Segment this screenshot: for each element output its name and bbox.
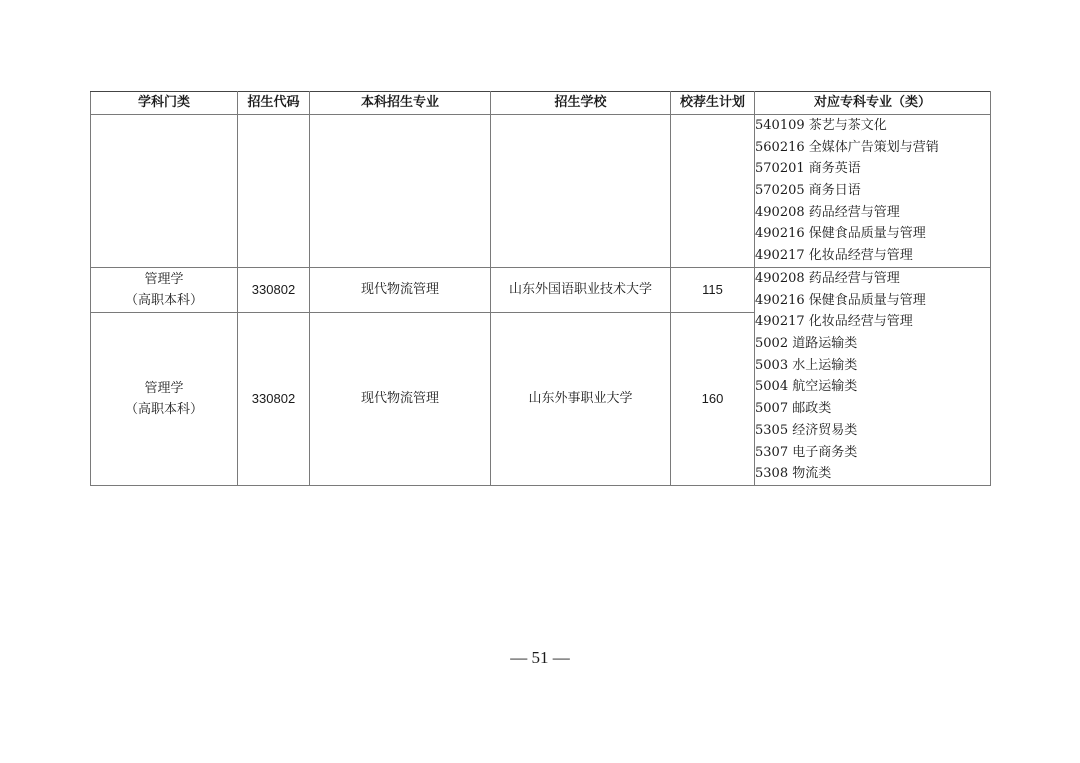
major-entry: 5003 水上运输类 bbox=[755, 357, 858, 373]
enrollment-table bbox=[90, 91, 991, 486]
header-related-majors: 对应专科专业（类） bbox=[755, 92, 991, 115]
plan-cell: 160 bbox=[671, 313, 755, 486]
header-school: 招生学校 bbox=[491, 92, 671, 115]
major-entry: 5308 物流类 bbox=[755, 466, 832, 482]
table-row-continued bbox=[91, 115, 991, 268]
category-type: （高职本科） bbox=[124, 402, 203, 417]
major-entry: 5007 邮政类 bbox=[755, 401, 832, 417]
header-major: 本科招生专业 bbox=[310, 92, 491, 115]
table-header-row bbox=[91, 92, 991, 115]
table-cell bbox=[310, 115, 491, 268]
category-type: （高职本科） bbox=[124, 293, 203, 308]
related-majors-cell bbox=[755, 115, 991, 268]
major-entry: 490217 化妆品经营与管理 bbox=[755, 248, 913, 264]
header-code: 招生代码 bbox=[238, 92, 310, 115]
major-entry: 490208 药品经营与管理 bbox=[755, 204, 900, 220]
major-entry: 490217 化妆品经营与管理 bbox=[755, 314, 913, 330]
table-cell bbox=[491, 115, 671, 268]
page-number: — 51 — bbox=[510, 648, 570, 667]
table-cell bbox=[91, 115, 238, 268]
major-entry: 490208 药品经营与管理 bbox=[755, 271, 900, 286]
major-cell: 现代物流管理 bbox=[310, 313, 491, 486]
category-name: 管理学 bbox=[144, 272, 184, 287]
major-cell: 现代物流管理 bbox=[310, 268, 491, 313]
major-entry: 490216 保健食品质量与管理 bbox=[755, 292, 926, 308]
category-name: 管理学 bbox=[144, 381, 184, 396]
header-plan: 校荐生计划 bbox=[671, 92, 755, 115]
major-entry: 560216 全媒体广告策划与营销 bbox=[755, 139, 939, 155]
header-category: 学科门类 bbox=[91, 92, 238, 115]
plan-cell: 115 bbox=[671, 268, 755, 313]
school-cell: 山东外国语职业技术大学 bbox=[491, 268, 671, 313]
major-entry: 5004 航空运输类 bbox=[755, 379, 858, 395]
major-entry: 5305 经济贸易类 bbox=[755, 422, 858, 438]
table-cell bbox=[671, 115, 755, 268]
major-entry: 540109 茶艺与茶文化 bbox=[755, 118, 887, 133]
school-cell: 山东外事职业大学 bbox=[491, 313, 671, 486]
major-entry: 570205 商务日语 bbox=[755, 183, 861, 199]
major-entry: 5307 电子商务类 bbox=[755, 444, 858, 460]
major-entry: 490216 保健食品质量与管理 bbox=[755, 226, 926, 242]
major-entry: 570201 商务英语 bbox=[755, 161, 861, 177]
category-cell bbox=[91, 313, 238, 486]
table-row bbox=[91, 268, 991, 313]
code-cell: 330802 bbox=[238, 313, 310, 486]
code-cell: 330802 bbox=[238, 268, 310, 313]
related-majors-cell bbox=[755, 268, 991, 486]
table-cell bbox=[238, 115, 310, 268]
category-cell bbox=[91, 268, 238, 313]
major-entry: 5002 道路运输类 bbox=[755, 336, 858, 352]
